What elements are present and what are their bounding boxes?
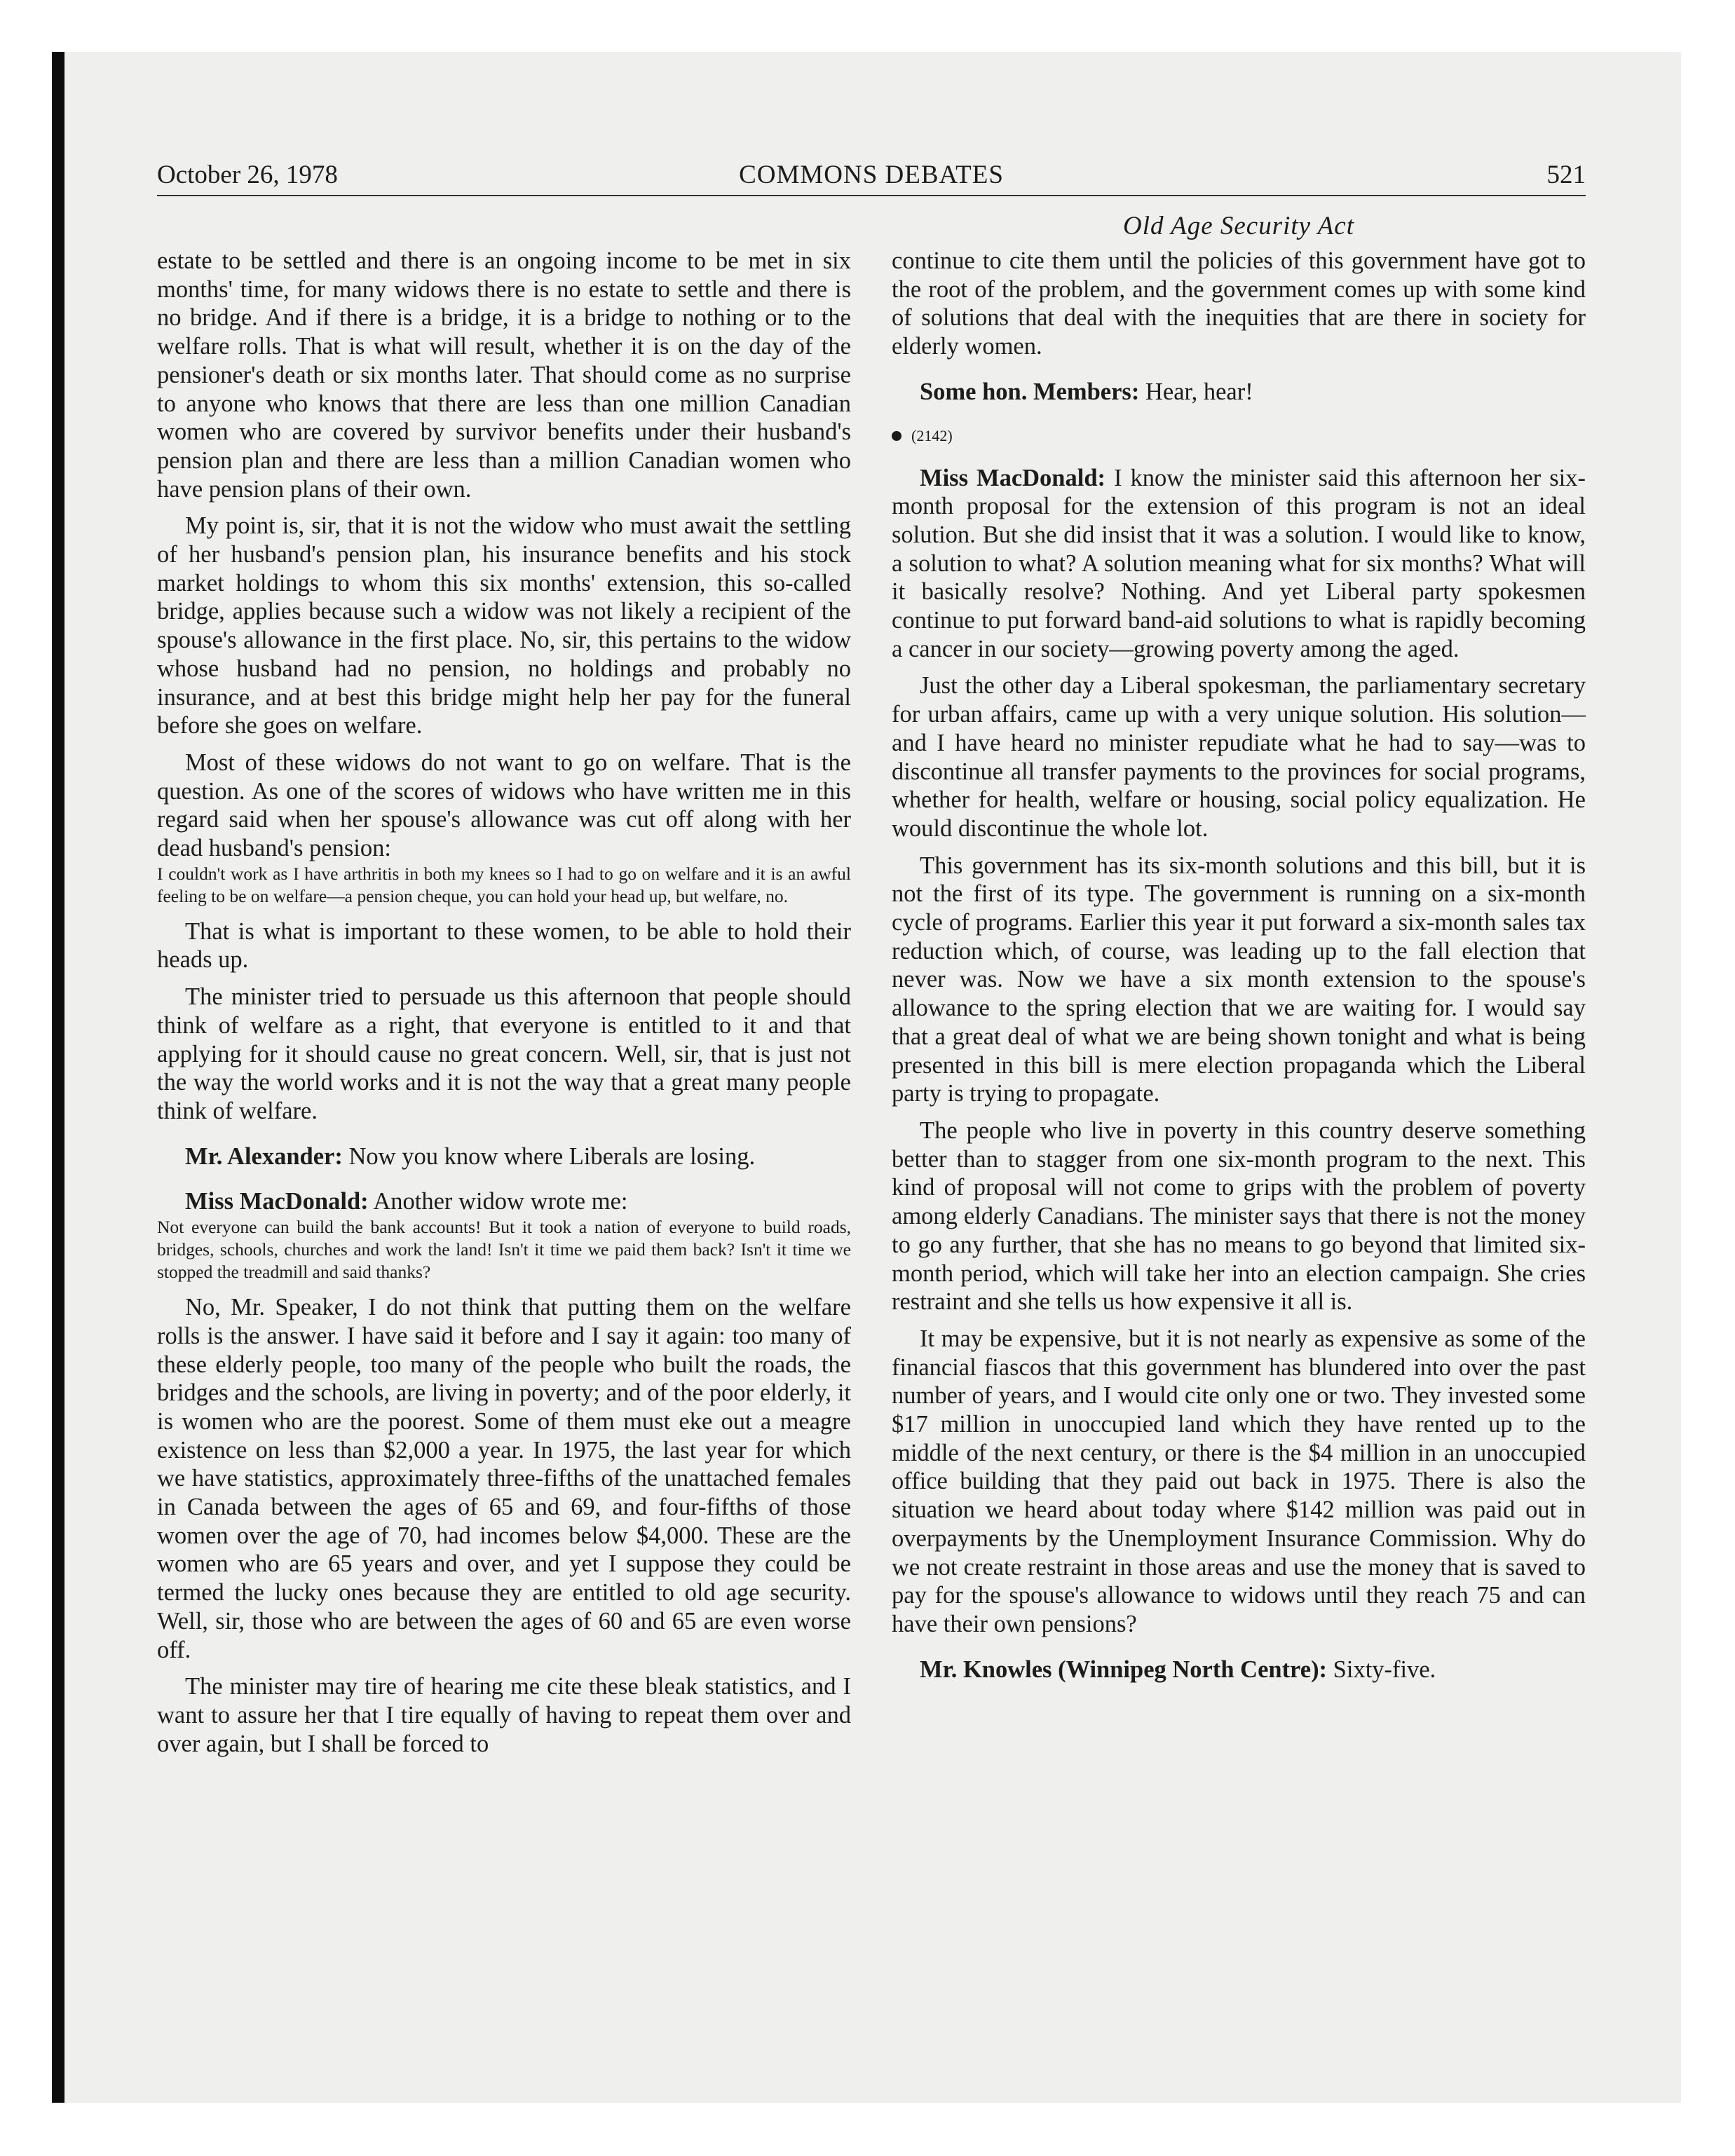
left-column: [157, 247, 851, 1758]
right-speech-3: [892, 1656, 1586, 1684]
speech-text: I know the minister said this afternoon her six-month proposal for the extension of this program is not an ideal solution. But she did insist that it was a solution. I would like to know, a solution to what? A solution meaning what for six months? What will it basically resolve? Nothing. And yet Liberal party spokesmen continue to put forward band-aid solutions to what is rapidly becoming a cancer in our society—growing poverty among the aged.: [892, 464, 1586, 662]
left-paragraph-1: estate to be settled and there is an ongoing income to be met in six months' time, for many widows there is no estate to settle and there is no bridge. And if there is a bridge, it is a bridge to nothing or to the welfare rolls. That is what will result, whether it is on the day of the pensioner's death or six months later. That should come as no surprise to anyone who knows that there are less than one million Canadian women who are covered by survivor benefits under their husband's pension plan and there are less than a million Canadian women who have pension plans of their own.: [157, 247, 851, 503]
speaker-name: Some hon. Members:: [920, 378, 1140, 405]
header-page-number: 521: [1546, 161, 1586, 189]
right-paragraph-5: It may be expensive, but it is not nearly as expensive as some of the financial fiascos that this government has blundered into over the past number of years, and I would cite only one or two. They invested some $17 million in unoccupied land which they have rented up to the middle of the next century, or there is the $4 million in an unoccupied office building that they paid out back in 1975. There is also the situation we heard about today where $142 million was paid out in overpayments by the Unemployment Insurance Commission. Why do we not create restraint in those areas and use the money that is saved to pay for the spouse's allowance to widows until they reach 75 and can have their own pensions?: [892, 1325, 1586, 1637]
left-quote-2: Not everyone can build the bank accounts! But it took a nation of everyone to build roads, bridges, schools, churches and work the land! Isn't it time we paid them back? Isn't it time we stopped the treadmill and said thanks?: [157, 1217, 851, 1283]
right-paragraph-3: This government has its six-month solutions and this bill, but it is not the first of its type. The government is running on a six-month cycle of programs. Earlier this year it put forward a six-month sales tax reduction which, of course, was leading up to the fall election that never was. Now we have a six month extension to the spouse's allowance to the spring election that we are waiting for. I would say that a great deal of what we are being shown tonight and what is being presented in this bill is mere election propaganda which the Liberal party is trying to propagate.: [892, 852, 1586, 1107]
left-paragraph-7: The minister may tire of hearing me cite these bleak statistics, and I want to assure her that I tire equally of having to repeat them over and over again, but I shall be forced to: [157, 1673, 851, 1757]
speech-text: Hear, hear!: [1139, 378, 1253, 405]
time-marker-text: (2142): [911, 426, 953, 444]
left-paragraph-5: The minister tried to persuade us this afternoon that people should think of welfare as a right, that everyone is entitled to it and that applying for it should cause no great concern. Well, sir, that is just not the way the world works and it is not the way that a great many people think of welfare.: [157, 983, 851, 1124]
speaker-name: Mr. Knowles (Winnipeg North Centre):: [920, 1656, 1328, 1683]
header-journal-title: COMMONS DEBATES: [739, 161, 1004, 189]
left-paragraph-6: No, Mr. Speaker, I do not think that putting them on the welfare rolls is the answer. I have said it before and I say it again: too many of these elderly people, too many of the people who built the roads, the bridges and the schools, are living in poverty; and of the poor elderly, it is women who are the poorest. Some of them must eke out a meagre existence on less than $2,000 a year. In 1975, the last year for which we have statistics, approximately three-fifths of the unattached females in Canada between the ages of 65 and 69, and four-fifths of those women over the age of 70, had incomes below $4,000. These are the women who are 65 years and over, and yet I suppose they could be termed the lucky ones because they are entitled to old age security. Well, sir, those who are between the ages of 60 and 65 are even worse off.: [157, 1294, 851, 1663]
binding-edge: [52, 52, 64, 2103]
speech-text: Sixty-five.: [1327, 1656, 1436, 1683]
running-head: [157, 157, 1586, 196]
right-paragraph-1: continue to cite them until the policies of this government have got to the root of the problem, and the government comes up with some kind of solutions that deal with the inequities that are there in society for elderly women.: [892, 247, 1586, 360]
right-speech-1: [892, 378, 1586, 407]
left-paragraph-4: That is what is important to these women, to be able to hold their heads up.: [157, 917, 851, 974]
bullet-icon: [892, 431, 901, 441]
right-speech-2: [892, 464, 1586, 664]
right-paragraph-4: The people who live in poverty in this country deserve something better than to stagger from one six-month program to the next. This kind of proposal will not come to grips with the problem of poverty among elderly Canadians. The minister says that there is not the money to go any further, that she has no means to go beyond that limited six-month period, which will take her into an election campaign. She cries restraint and she tells us how expensive it all is.: [892, 1117, 1586, 1316]
left-speech-2: [157, 1187, 851, 1216]
left-paragraph-3: Most of these widows do not want to go on welfare. That is the question. As one of the scores of widows who have written me in this regard said when her spouse's allowance was cut off along with her dead husband's pension:: [157, 749, 851, 862]
speaker-name: Miss MacDonald:: [185, 1188, 369, 1215]
speaker-name: Miss MacDonald:: [920, 464, 1106, 491]
left-speech-1: [157, 1142, 851, 1171]
speaker-name: Mr. Alexander:: [185, 1142, 343, 1170]
left-paragraph-2: My point is, sir, that it is not the widow who must await the settling of her husband's pension plan, his insurance benefits and his stock market holdings to whom this six months' extension, this so-called bridge, applies because such a widow was not likely a recipient of the spouse's allowance in the first place. No, sir, this pertains to the widow whose husband had no pension, no holdings and probably no insurance, and at best this bridge might help her pay for the funeral before she goes on welfare.: [157, 512, 851, 739]
time-marker: [892, 425, 1586, 447]
right-paragraph-2: Just the other day a Liberal spokesman, the parliamentary secretary for urban affairs, came up with a very unique solution. His solution—and I have heard no minister repudiate what he had to say—was to discontinue all transfer payments to the provinces for social programs, whether for health, welfare or housing, social policy equalization. He would discontinue the whole lot.: [892, 672, 1586, 842]
right-column: [892, 247, 1586, 1684]
speech-text: Now you know where Liberals are losing.: [342, 1142, 756, 1170]
left-quote-1: I couldn't work as I have arthritis in both my knees so I had to go on welfare and it is an awful feeling to be on welfare—a pension cheque, you can hold your head up, but welfare, no.: [157, 863, 851, 906]
section-title: Old Age Security Act: [1123, 212, 1354, 240]
speech-text: Another widow wrote me:: [368, 1188, 628, 1215]
header-date: October 26, 1978: [157, 161, 338, 189]
